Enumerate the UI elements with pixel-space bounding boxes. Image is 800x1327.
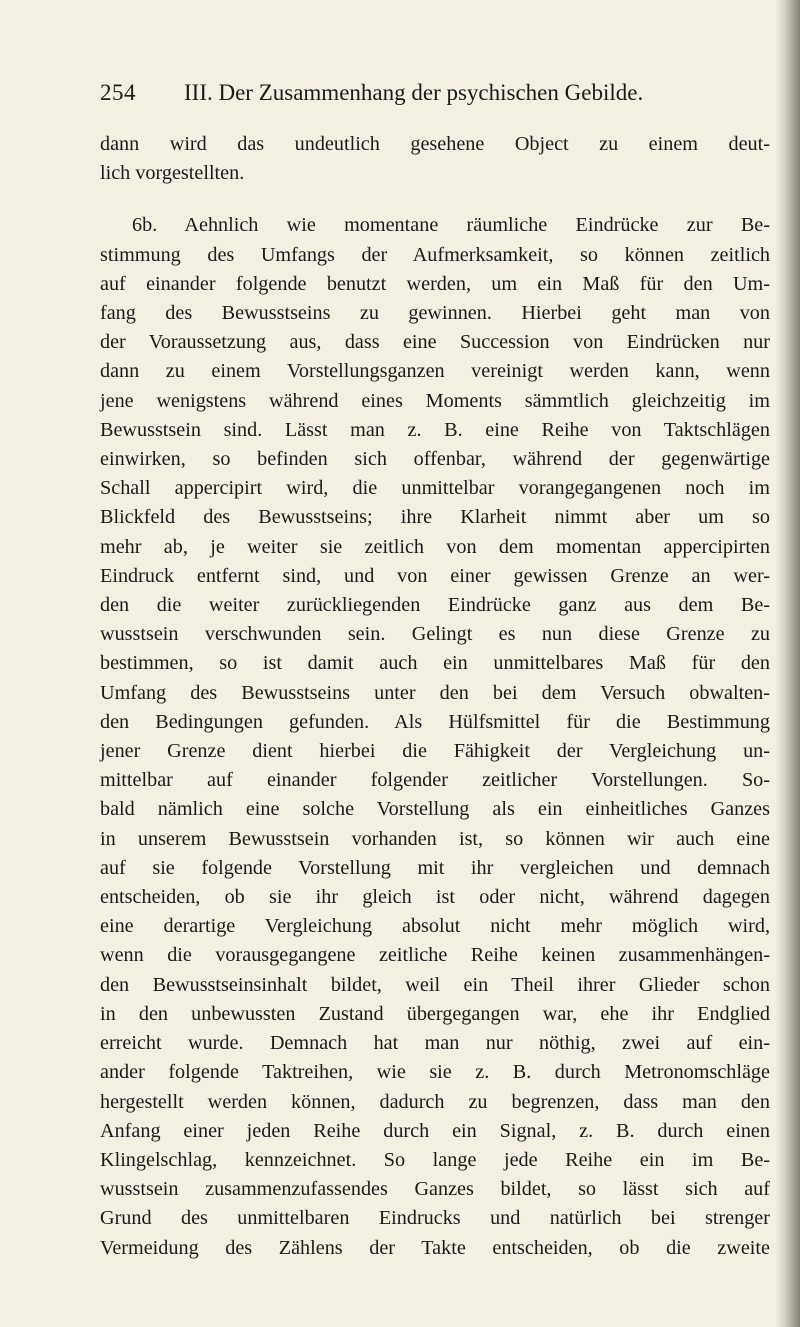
text-line: wenn die vorausgegangene zeitliche Reihe keinen zusammenhängen- [100,944,770,967]
text-line: in unserem Bewusstsein vorhanden ist, so können wir auch eine [100,827,770,850]
text-line: wusstsein verschwunden sein. Gelingt es nun diese Grenze zu [100,623,770,646]
text-line: fang des Bewusstseins zu gewinnen. Hierbei geht man von [100,302,770,325]
text-line: bestimmen, so ist damit auch ein unmittelbares Maß für den [100,652,770,675]
text-line: dann wird das undeutlich gesehene Object zu einem deut- [100,133,770,155]
text-line: auf einander folgende benutzt werden, um ein Maß für den Um- [100,272,770,295]
text-line: den die weiter zurückliegenden Eindrücke ganz aus dem Be- [100,594,770,617]
text-line: lich vorgestellten. [100,162,245,185]
text-line: Anfang einer jeden Reihe durch ein Signal, z. B. durch einen [100,1119,770,1142]
text-line: jener Grenze dient hierbei die Fähigkeit der Vergleichung un- [100,740,770,763]
text-line: Eindruck entfernt sind, und von einer gewissen Grenze an wer- [100,564,770,587]
text-line: mehr ab, je weiter sie zeitlich von dem momentan appercipirten [100,535,770,558]
text-line: in den unbewussten Zustand übergegangen war, ehe ihr Endglied [100,1002,770,1025]
text-line: erreicht wurde. Demnach hat man nur nöthig, zwei auf ein- [100,1032,770,1055]
text-line: dann zu einem Vorstellungsganzen vereinigt werden kann, wenn [100,360,770,383]
text-line: der Voraussetzung aus, dass eine Succession von Eindrücken nur [100,331,770,354]
page-edge-shadow [776,0,800,1327]
text-line: stimmung des Umfangs der Aufmerksamkeit, so können zeitlich [100,243,770,266]
text-line: den Bewusstseinsinhalt bildet, weil ein Theil ihrer Glieder schon [100,973,770,996]
text-line: auf sie folgende Vorstellung mit ihr vergleichen und demnach [100,856,770,879]
text-line: Vermeidung des Zählens der Takte entscheiden, ob die zweite [100,1236,770,1259]
text-line: einwirken, so befinden sich offenbar, während der gegenwärtige [100,448,770,471]
text-line: Bewusstsein sind. Lässt man z. B. eine Reihe von Taktschlägen [100,418,770,441]
running-title: III. Der Zusammenhang der psychischen Gebilde. [184,80,644,105]
text-line: bald nämlich eine solche Vorstellung als ein einheitliches Ganzes [100,798,770,821]
text-line: jene wenigstens während eines Moments sämmtlich gleichzeitig im [100,389,770,412]
text-line: mittelbar auf einander folgender zeitlicher Vorstellungen. So- [100,769,770,792]
text-line: den Bedingungen gefunden. Als Hülfsmittel für die Bestimmung [100,710,770,733]
text-line: Schall appercipirt wird, die unmittelbar vorangegangenen noch im [100,477,770,500]
text-line: entscheiden, ob sie ihr gleich ist oder nicht, während dagegen [100,886,770,909]
text-line: ander folgende Taktreihen, wie sie z. B. durch Metronomschläge [100,1061,770,1084]
text-line: Umfang des Bewusstseins unter den bei dem Versuch obwalten- [100,681,770,704]
text-line: hergestellt werden können, dadurch zu begrenzen, dass man den [100,1090,770,1113]
text-line: Blickfeld des Bewusstseins; ihre Klarheit nimmt aber um so [100,506,770,529]
paragraph-gap [100,188,770,211]
running-header [100,80,660,110]
page-number: 254 [100,80,136,105]
text-line: eine derartige Vergleichung absolut nicht mehr möglich wird, [100,915,770,938]
text-line: wusstsein zusammenzufassendes Ganzes bildet, so lässt sich auf [100,1178,770,1201]
text-line: Grund des unmittelbaren Eindrucks und natürlich bei strenger [100,1207,770,1230]
paragraph [100,211,770,1262]
body-text [100,130,770,1263]
text-line: 6b. Aehnlich wie momentane räumliche Eindrücke zur Be- [132,214,770,237]
text-line: Klingelschlag, kennzeichnet. So lange jede Reihe ein im Be- [100,1148,770,1171]
paragraph [100,130,770,188]
